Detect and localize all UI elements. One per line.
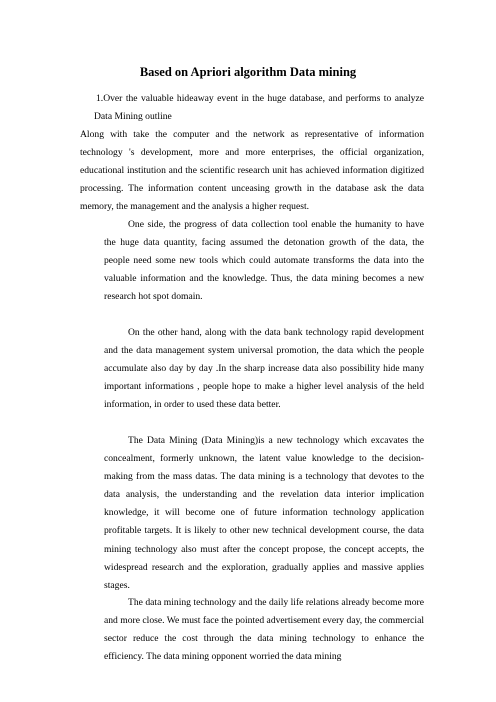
paragraph-4: The Data Mining (Data Mining)is a new technology which excavates the concealment, formerly unknown, the latent value knowledge to the decision-making from the mass datas. The data mining is a technology that devotes to the data analysis, the understanding and the revelation data interior implication knowledge, it will become one of future information technology application profitable targets. It is likely to other new technical development course, the data mining technology also must after the concept propose, the concept accepts, the widespread research and the exploration, gradually applies and massive applies stages. xyxy=(104,435,424,591)
paragraph-3: On the other hand, along with the data bank technology rapid development and the data management system universal promotion, the data which the people accumulate also day by day .In the sharp increase data also possibility hide many important informations , people hope to make a higher level analysis of the held information, in order to used these data better. xyxy=(104,327,424,411)
section-heading: 1.Over the valuable hideaway event in the huge database, and performs to analyze Data Mining outline xyxy=(94,93,424,122)
paragraph-2: One side, the progress of data collection tool enable the humanity to have the huge data quantity, facing assumed the detonation growth of the data, the people need some new tools which could automate transforms the data into the valuable information and the knowledge. Thus, the data mining becomes a new research hot spot domain. xyxy=(104,219,424,303)
paragraph-5: The data mining technology and the daily life relations already become more and more close. We must face the pointed advertisement every day, the commercial sector reduce the cost through the data mining technology to enhance the efficiency. The data mining opponent worried the data mining xyxy=(104,597,424,663)
paragraph-1: Along with take the computer and the network as representative of information technology 's development, more and more enterprises, the official organization, educational institution and the scientific research unit has achieved information digitized processing. The information content unceasing growth in the database ask the data memory, the management and the analysis a higher request. xyxy=(80,129,424,213)
document-title: Based on Apriori algorithm Data mining xyxy=(139,65,357,79)
